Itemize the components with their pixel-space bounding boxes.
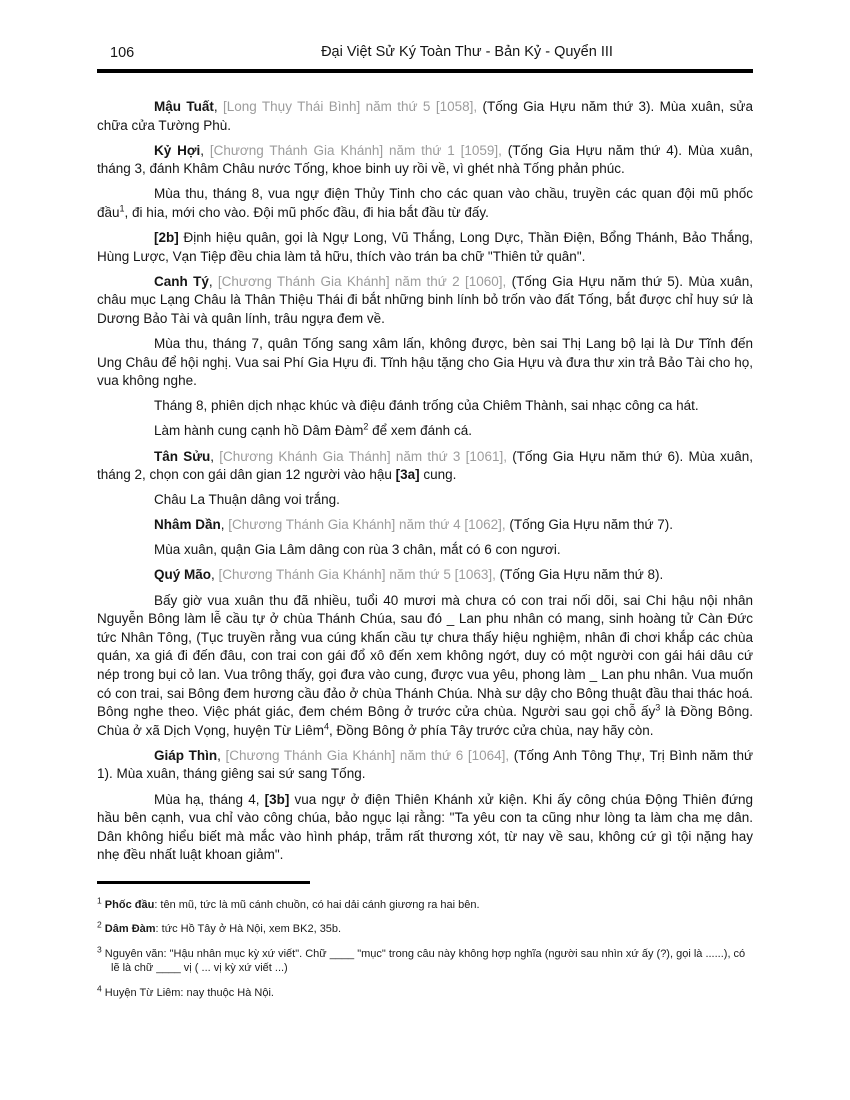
paragraph: [97, 422, 753, 441]
text-run: là Đồng Bông. Chùa ở xã Dịch Vọng, huyện Từ Liêm: [97, 704, 753, 738]
bold-text: Mậu Tuất: [154, 99, 214, 114]
bold-text: [2b]: [154, 230, 179, 246]
text-run: Định hiệu quân, gọi là Ngự Long, Vũ Thắng, Long Dực, Thần Điện, Bổng Thánh, Bảo Thắng, Hùng Lược, Vạn Tiệp đều chia làm tả hữu, thích vào trán ba chữ "Thiên tử quân".: [97, 230, 753, 264]
bold-text: Kỷ Hợi: [154, 142, 201, 158]
paragraph: [97, 397, 753, 416]
footnote-ref: 3: [655, 702, 661, 713]
text-run: ,: [200, 142, 210, 158]
footnote-ref: 2: [363, 421, 369, 432]
paragraph: [97, 747, 753, 784]
page-header: [97, 44, 753, 63]
footnote-ref: 2: [97, 919, 102, 930]
era-bracket: [Chương Thánh Gia Khánh] năm thứ 4 [1062],: [228, 517, 506, 533]
footnote-ref: 1: [119, 203, 125, 214]
paragraph: [97, 229, 753, 266]
paragraph: [97, 592, 753, 741]
text-run: (Tống Gia Hựu năm thứ 5). Mùa xuân, châu mục Lạng Châu là Thân Thiệu Thái đi bắt những binh lính bỏ trốn vào đất Tống, bắt được chỉ huy sứ là Dương Bảo Tài và quân lính, trâu ngựa đem về.: [97, 273, 753, 326]
bold-text: Nhâm Dần: [154, 517, 221, 533]
paragraph: [97, 273, 753, 329]
paragraph: [97, 335, 753, 391]
footnote-separator: [97, 881, 310, 884]
bold-text: Phốc đầu: [104, 898, 155, 911]
footnote-ref: 3: [97, 944, 102, 955]
text-run: , đi hia, mới cho vào. Đội mũ phốc đầu, đi hia bắt đầu từ đấy.: [124, 204, 489, 220]
paragraph: [97, 98, 753, 135]
text-run: (Tống Gia Hựu năm thứ 3). Mùa xuân, sửa chữa cửa Tường Phù.: [97, 99, 753, 133]
header-rule: [97, 69, 753, 73]
text-run: (Tống Anh Tông Thự, Trị Bình năm thứ 1). Mùa xuân, tháng giêng sai sứ sang Tống.: [97, 747, 753, 782]
footnote: [97, 895, 753, 913]
bold-text: Dâm Đàm: [104, 923, 156, 936]
footnote-ref: 4: [324, 721, 330, 732]
bold-text: Giáp Thìn: [154, 747, 218, 763]
era-bracket: [Chương Thánh Gia Khánh] năm thứ 5 [1063],: [218, 567, 496, 583]
text-run: : tức Hồ Tây ở Hà Nội, xem BK2, 35b.: [155, 923, 342, 936]
text-run: ,: [217, 747, 226, 763]
text-run: Nguyên văn: "Hậu nhân mục kỳ xứ viết". Chữ ____ "mục" trong câu này không hợp nghĩa (người sau nhìn xứ ấy (?), gọi là ......), có lẽ là chữ ____ vị ( ... vị kỳ xứ viết ...): [101, 947, 746, 975]
text-run: ,: [213, 99, 224, 114]
paragraph: [97, 791, 753, 865]
text-run: Làm hành cung cạnh hồ Dâm Đàm: [154, 423, 364, 439]
footnote: [97, 944, 753, 976]
text-run: ,: [210, 448, 220, 464]
paragraph: [97, 541, 753, 560]
text-run: Mùa xuân, quận Gia Lâm dâng con rùa 3 chân, mắt có 6 con ngươi.: [154, 542, 561, 558]
paragraph: [97, 142, 753, 179]
text-run: Tháng 8, phiên dịch nhạc khúc và điệu đánh trống của Chiêm Thành, sai nhạc công ca hát.: [154, 398, 699, 414]
text-run: Bấy giờ vua xuân thu đã nhiều, tuổi 40 mươi mà chưa có con trai nối dõi, sai Chi hậu nội nhân Nguyễn Bông làm lễ cầu tự ở chùa Thánh Chúa, sau đó _ Lan phu nhân có mang, sinh hoàng tử Càn Đức tức Nhân Tông, (Tục truyền rằng vua cúng khấn cầu tự chưa thấy hiệu nghiệm, nhân đi chơi khắp các chùa quán, xa giá đi đến đâu, con trai con gái đổ xô đến xem không ngớt, duy có một người con gái hái dâu cứ nép trong bụi cỏ lan. Vua trông thấy, gọi đưa vào cung, được vua yêu, phong làm _ Lan phu nhân. Vua muốn có con trai, sai Bông đem hương cầu đảo ở chùa Thánh Chúa. Nhà sư dậy cho Bông thuật đầu thai thác hoá. Bông nghe theo. Việc phát giác, đem chém Bông ở trước cửa chùa. Người sau gọi chỗ ấy: [97, 592, 753, 720]
text-run: : tên mũ, tức là mũ cánh chuồn, có hai dải cánh giương ra hai bên.: [154, 898, 480, 911]
era-bracket: [Long Thụy Thái Bình] năm thứ 5 [1058],: [223, 99, 478, 114]
body-text: [97, 98, 753, 865]
text-run: , Đồng Bông ở phía Tây trước cửa chùa, nay hãy còn.: [329, 722, 654, 738]
bold-text: [3b]: [264, 791, 290, 807]
footnote-ref: 4: [97, 983, 102, 994]
footnote: [97, 983, 753, 1001]
footnote: [97, 919, 753, 937]
text-run: ,: [220, 517, 229, 533]
text-run: Châu La Thuận dâng voi trắng.: [154, 492, 340, 508]
paragraph: [97, 566, 753, 585]
text-run: Mùa thu, tháng 7, quân Tống sang xâm lấn, không được, bèn sai Thị Lang bộ lại là Dư Tĩnh đến Ung Châu để hội nghị. Vua sai Phí Gia Hựu đi. Tĩnh hậu tặng cho Gia Hựu và đưa thư xin trả Bảo Tài cho họ, vua không nghe.: [97, 336, 753, 389]
text-run: vua ngự ở điện Thiên Khánh xử kiện. Khi ấy công chúa Động Thiên đứng hầu bên cạnh, vua chỉ vào công chúa, bảo ngục lại rằng: "Ta yêu con ta cũng như lòng ta làm cha mẹ dân. Dân không hiểu biết mà mắc vào hình pháp, trẫm rất thương xót, từ nay về sau, không cứ gì tội nặng hay nhẹ đều nhất luật khoan giảm".: [97, 791, 753, 863]
paragraph: [97, 185, 753, 222]
text-run: (Tống Gia Hựu năm thứ 6). Mùa xuân, tháng 2, chọn con gái dân gian 12 người vào hậu: [97, 448, 753, 483]
bold-text: [3a]: [395, 467, 420, 483]
footnote-ref: 1: [97, 895, 102, 906]
text-run: (Tống Gia Hựu năm thứ 8).: [495, 567, 664, 583]
text-run: Mùa thu, tháng 8, vua ngự điện Thủy Tinh cho các quan vào chầu, truyền các quan đội mũ phốc đầu: [97, 186, 753, 220]
paragraph: [97, 448, 753, 485]
footnotes-section: [97, 895, 753, 1001]
paragraph: [97, 491, 753, 510]
era-bracket: [Chương Khánh Gia Thánh] năm thứ 3 [1061],: [219, 448, 507, 464]
bold-text: Quý Mão: [154, 567, 212, 583]
era-bracket: [Chương Thánh Gia Khánh] năm thứ 2 [1060],: [217, 273, 507, 289]
text-run: để xem đánh cá.: [368, 423, 472, 439]
page-number: 106: [110, 45, 135, 61]
page-title: Đại Việt Sử Ký Toàn Thư - Bản Kỷ - Quyển III: [321, 44, 613, 60]
text-run: ,: [211, 567, 219, 583]
bold-text: Canh Tý: [154, 273, 209, 289]
era-bracket: [Chương Thánh Gia Khánh] năm thứ 6 [1064],: [225, 747, 510, 763]
text-run: Huyện Từ Liêm: nay thuộc Hà Nội.: [101, 986, 274, 999]
bold-text: Tân Sửu: [154, 448, 211, 464]
text-run: ,: [208, 273, 218, 289]
text-run: Mùa hạ, tháng 4,: [154, 791, 265, 807]
text-run: cung.: [419, 467, 457, 483]
text-run: (Tống Gia Hựu năm thứ 7).: [505, 517, 674, 533]
paragraph: [97, 516, 753, 535]
text-run: (Tống Gia Hựu năm thứ 4). Mùa xuân, tháng 3, đánh Khâm Châu nước Tống, khoe binh uy rồi về, vì ghét nhà Tống phản phúc.: [97, 142, 753, 177]
era-bracket: [Chương Thánh Gia Khánh] năm thứ 1 [1059],: [209, 142, 502, 158]
